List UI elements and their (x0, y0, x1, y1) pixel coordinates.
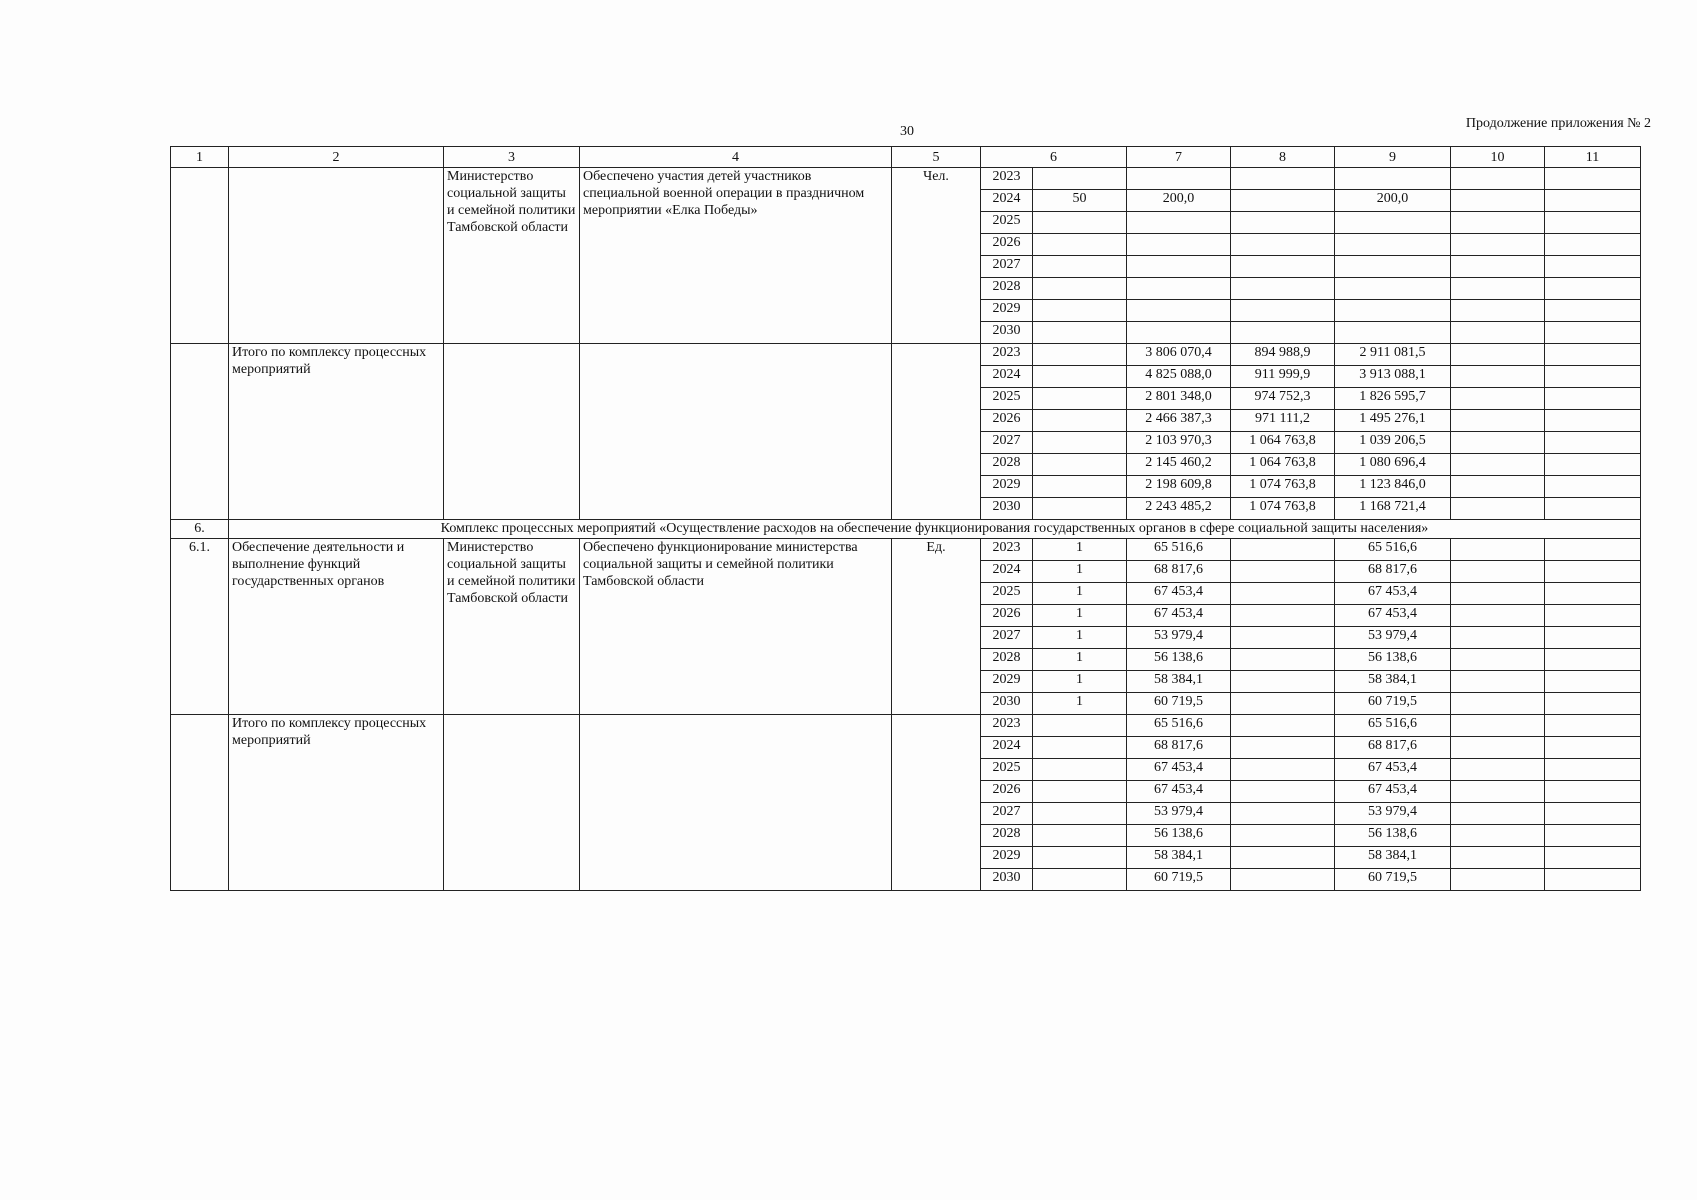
value-col-6 (1033, 234, 1127, 256)
responsible-org: Министерство социальной защиты и семейной политики Тамбовской области (444, 539, 580, 715)
result-description: Обеспечено функционирование министерства социальной защиты и семейной политики Тамбовской области (580, 539, 892, 715)
value-col-9: 3 913 088,1 (1335, 366, 1451, 388)
year-cell: 2024 (981, 737, 1033, 759)
year-cell: 2028 (981, 649, 1033, 671)
value-col-7: 68 817,6 (1127, 737, 1231, 759)
value-col-7: 60 719,5 (1127, 869, 1231, 891)
value-col-10 (1451, 256, 1545, 278)
year-cell: 2027 (981, 803, 1033, 825)
year-cell: 2025 (981, 583, 1033, 605)
row-number (171, 344, 229, 520)
value-col-7: 56 138,6 (1127, 825, 1231, 847)
value-col-6: 1 (1033, 671, 1127, 693)
year-cell: 2029 (981, 671, 1033, 693)
value-col-11 (1545, 168, 1641, 190)
year-cell: 2024 (981, 190, 1033, 212)
value-col-10 (1451, 715, 1545, 737)
value-col-10 (1451, 693, 1545, 715)
value-col-6 (1033, 410, 1127, 432)
value-col-10 (1451, 388, 1545, 410)
value-col-11 (1545, 234, 1641, 256)
value-col-8 (1231, 671, 1335, 693)
table-row (171, 715, 1641, 737)
value-col-10 (1451, 410, 1545, 432)
year-cell: 2026 (981, 605, 1033, 627)
year-cell: 2027 (981, 627, 1033, 649)
value-col-8: 1 064 763,8 (1231, 432, 1335, 454)
value-col-6 (1033, 300, 1127, 322)
year-cell: 2023 (981, 168, 1033, 190)
value-col-7: 2 801 348,0 (1127, 388, 1231, 410)
value-col-9: 65 516,6 (1335, 715, 1451, 737)
year-cell: 2030 (981, 322, 1033, 344)
header-col-4: 4 (580, 147, 892, 168)
value-col-8 (1231, 627, 1335, 649)
value-col-6: 1 (1033, 561, 1127, 583)
value-col-10 (1451, 190, 1545, 212)
value-col-7: 53 979,4 (1127, 627, 1231, 649)
value-col-8 (1231, 847, 1335, 869)
section-number: 6. (171, 520, 229, 539)
table-body-bottom (171, 539, 1641, 891)
value-col-7: 56 138,6 (1127, 649, 1231, 671)
value-col-7: 58 384,1 (1127, 671, 1231, 693)
value-col-10 (1451, 583, 1545, 605)
value-col-6 (1033, 168, 1127, 190)
value-col-10 (1451, 627, 1545, 649)
value-col-10 (1451, 737, 1545, 759)
value-col-10 (1451, 168, 1545, 190)
value-col-10 (1451, 498, 1545, 520)
value-col-8 (1231, 693, 1335, 715)
year-cell: 2030 (981, 693, 1033, 715)
value-col-6 (1033, 498, 1127, 520)
value-col-9: 60 719,5 (1335, 869, 1451, 891)
value-col-9 (1335, 278, 1451, 300)
value-col-8 (1231, 234, 1335, 256)
value-col-6 (1033, 847, 1127, 869)
value-col-11 (1545, 212, 1641, 234)
value-col-11 (1545, 190, 1641, 212)
value-col-6: 1 (1033, 649, 1127, 671)
responsible-org (444, 344, 580, 520)
value-col-9 (1335, 168, 1451, 190)
value-col-8 (1231, 190, 1335, 212)
value-col-7: 200,0 (1127, 190, 1231, 212)
year-cell: 2028 (981, 278, 1033, 300)
value-col-7: 2 145 460,2 (1127, 454, 1231, 476)
event-name: Итого по комплексу процессных мероприятий (229, 344, 444, 520)
value-col-9: 56 138,6 (1335, 649, 1451, 671)
year-cell: 2028 (981, 825, 1033, 847)
value-col-10 (1451, 476, 1545, 498)
value-col-10 (1451, 344, 1545, 366)
value-col-11 (1545, 344, 1641, 366)
value-col-7: 58 384,1 (1127, 847, 1231, 869)
value-col-8 (1231, 869, 1335, 891)
value-col-10 (1451, 366, 1545, 388)
value-col-11 (1545, 825, 1641, 847)
value-col-9 (1335, 322, 1451, 344)
value-col-7: 65 516,6 (1127, 715, 1231, 737)
value-col-10 (1451, 212, 1545, 234)
table-row (171, 344, 1641, 366)
event-name: Обеспечение деятельности и выполнение функций государственных органов (229, 539, 444, 715)
value-col-7: 2 243 485,2 (1127, 498, 1231, 520)
value-col-9: 53 979,4 (1335, 803, 1451, 825)
value-col-6 (1033, 344, 1127, 366)
value-col-9 (1335, 234, 1451, 256)
value-col-11 (1545, 583, 1641, 605)
value-col-6: 1 (1033, 583, 1127, 605)
value-col-8: 974 752,3 (1231, 388, 1335, 410)
value-col-11 (1545, 781, 1641, 803)
header-col-5: 5 (892, 147, 981, 168)
year-cell: 2029 (981, 847, 1033, 869)
value-col-8: 971 111,2 (1231, 410, 1335, 432)
value-col-11 (1545, 432, 1641, 454)
value-col-8 (1231, 300, 1335, 322)
value-col-11 (1545, 300, 1641, 322)
year-cell: 2026 (981, 410, 1033, 432)
section-row (171, 520, 1641, 539)
year-cell: 2027 (981, 256, 1033, 278)
value-col-7 (1127, 300, 1231, 322)
value-col-8 (1231, 803, 1335, 825)
value-col-11 (1545, 605, 1641, 627)
value-col-6 (1033, 278, 1127, 300)
row-number (171, 715, 229, 891)
value-col-6: 1 (1033, 693, 1127, 715)
value-col-6 (1033, 825, 1127, 847)
value-col-9: 67 453,4 (1335, 583, 1451, 605)
value-col-9: 68 817,6 (1335, 561, 1451, 583)
value-col-7: 67 453,4 (1127, 781, 1231, 803)
value-col-8: 1 074 763,8 (1231, 498, 1335, 520)
header-row (171, 147, 1641, 168)
value-col-11 (1545, 759, 1641, 781)
value-col-10 (1451, 649, 1545, 671)
value-col-11 (1545, 693, 1641, 715)
value-col-11 (1545, 847, 1641, 869)
unit: Ед. (892, 539, 981, 715)
value-col-8 (1231, 256, 1335, 278)
table-row (171, 168, 1641, 190)
value-col-10 (1451, 561, 1545, 583)
year-cell: 2023 (981, 715, 1033, 737)
value-col-7: 53 979,4 (1127, 803, 1231, 825)
value-col-11 (1545, 737, 1641, 759)
value-col-6 (1033, 869, 1127, 891)
value-col-7 (1127, 212, 1231, 234)
value-col-10 (1451, 759, 1545, 781)
value-col-8 (1231, 649, 1335, 671)
value-col-7 (1127, 168, 1231, 190)
page-number: 30 (900, 124, 914, 139)
value-col-11 (1545, 869, 1641, 891)
value-col-11 (1545, 561, 1641, 583)
table-body-top (171, 168, 1641, 520)
value-col-9: 200,0 (1335, 190, 1451, 212)
value-col-6: 1 (1033, 539, 1127, 561)
value-col-8: 894 988,9 (1231, 344, 1335, 366)
table-row (171, 539, 1641, 561)
value-col-10 (1451, 671, 1545, 693)
value-col-10 (1451, 803, 1545, 825)
year-cell: 2027 (981, 432, 1033, 454)
header-col-10: 10 (1451, 147, 1545, 168)
value-col-11 (1545, 278, 1641, 300)
value-col-9: 67 453,4 (1335, 781, 1451, 803)
year-cell: 2025 (981, 759, 1033, 781)
value-col-6 (1033, 803, 1127, 825)
result-description (580, 715, 892, 891)
value-col-9: 1 495 276,1 (1335, 410, 1451, 432)
value-col-10 (1451, 432, 1545, 454)
value-col-8 (1231, 168, 1335, 190)
year-cell: 2029 (981, 476, 1033, 498)
value-col-9: 56 138,6 (1335, 825, 1451, 847)
value-col-8: 1 064 763,8 (1231, 454, 1335, 476)
value-col-9: 1 080 696,4 (1335, 454, 1451, 476)
value-col-6 (1033, 759, 1127, 781)
value-col-11 (1545, 539, 1641, 561)
value-col-10 (1451, 847, 1545, 869)
value-col-10 (1451, 825, 1545, 847)
value-col-8 (1231, 759, 1335, 781)
header-col-1: 1 (171, 147, 229, 168)
value-col-6 (1033, 212, 1127, 234)
value-col-7 (1127, 256, 1231, 278)
value-col-11 (1545, 649, 1641, 671)
value-col-6 (1033, 781, 1127, 803)
value-col-6 (1033, 476, 1127, 498)
value-col-8 (1231, 539, 1335, 561)
event-name: Итого по комплексу процессных мероприятий (229, 715, 444, 891)
value-col-8 (1231, 737, 1335, 759)
year-cell: 2025 (981, 388, 1033, 410)
value-col-9: 53 979,4 (1335, 627, 1451, 649)
value-col-9: 60 719,5 (1335, 693, 1451, 715)
value-col-10 (1451, 605, 1545, 627)
header-col-2: 2 (229, 147, 444, 168)
value-col-7: 60 719,5 (1127, 693, 1231, 715)
value-col-9: 65 516,6 (1335, 539, 1451, 561)
value-col-9: 1 168 721,4 (1335, 498, 1451, 520)
value-col-10 (1451, 781, 1545, 803)
year-cell: 2028 (981, 454, 1033, 476)
value-col-6 (1033, 715, 1127, 737)
value-col-9 (1335, 256, 1451, 278)
value-col-11 (1545, 803, 1641, 825)
value-col-7: 2 466 387,3 (1127, 410, 1231, 432)
value-col-9: 68 817,6 (1335, 737, 1451, 759)
value-col-7: 67 453,4 (1127, 759, 1231, 781)
value-col-7: 65 516,6 (1127, 539, 1231, 561)
value-col-6 (1033, 256, 1127, 278)
value-col-8 (1231, 212, 1335, 234)
value-col-11 (1545, 410, 1641, 432)
value-col-7: 67 453,4 (1127, 583, 1231, 605)
value-col-11 (1545, 366, 1641, 388)
value-col-10 (1451, 322, 1545, 344)
value-col-9: 1 826 595,7 (1335, 388, 1451, 410)
year-cell: 2026 (981, 234, 1033, 256)
value-col-6 (1033, 366, 1127, 388)
year-cell: 2023 (981, 539, 1033, 561)
value-col-10 (1451, 300, 1545, 322)
value-col-7: 4 825 088,0 (1127, 366, 1231, 388)
year-cell: 2026 (981, 781, 1033, 803)
value-col-7: 2 103 970,3 (1127, 432, 1231, 454)
value-col-6 (1033, 388, 1127, 410)
value-col-8 (1231, 561, 1335, 583)
value-col-6 (1033, 432, 1127, 454)
result-description: Обеспечено участия детей участников специальной военной операции в праздничном мероприятии «Елка Победы» (580, 168, 892, 344)
value-col-9 (1335, 300, 1451, 322)
value-col-8: 911 999,9 (1231, 366, 1335, 388)
year-cell: 2024 (981, 561, 1033, 583)
value-col-9: 58 384,1 (1335, 847, 1451, 869)
value-col-10 (1451, 539, 1545, 561)
value-col-11 (1545, 256, 1641, 278)
section-row-group (171, 520, 1641, 539)
header-col-9: 9 (1335, 147, 1451, 168)
value-col-9 (1335, 212, 1451, 234)
value-col-7 (1127, 322, 1231, 344)
value-col-8 (1231, 781, 1335, 803)
value-col-8: 1 074 763,8 (1231, 476, 1335, 498)
value-col-10 (1451, 454, 1545, 476)
value-col-10 (1451, 278, 1545, 300)
value-col-7 (1127, 234, 1231, 256)
responsible-org (444, 715, 580, 891)
value-col-11 (1545, 498, 1641, 520)
value-col-10 (1451, 234, 1545, 256)
result-description (580, 344, 892, 520)
value-col-6 (1033, 737, 1127, 759)
value-col-6: 1 (1033, 627, 1127, 649)
program-table (170, 146, 1641, 891)
header-col-11: 11 (1545, 147, 1641, 168)
value-col-9: 67 453,4 (1335, 605, 1451, 627)
value-col-11 (1545, 454, 1641, 476)
year-cell: 2024 (981, 366, 1033, 388)
value-col-9: 67 453,4 (1335, 759, 1451, 781)
unit: Чел. (892, 168, 981, 344)
year-cell: 2030 (981, 498, 1033, 520)
value-col-9: 2 911 081,5 (1335, 344, 1451, 366)
value-col-8 (1231, 605, 1335, 627)
row-number: 6.1. (171, 539, 229, 715)
value-col-7: 68 817,6 (1127, 561, 1231, 583)
value-col-11 (1545, 322, 1641, 344)
section-title: Комплекс процессных мероприятий «Осуществление расходов на обеспечение функционирования государственных органов в сфере социальной защиты населения» (229, 520, 1641, 539)
value-col-9: 1 039 206,5 (1335, 432, 1451, 454)
row-number (171, 168, 229, 344)
header-col-8: 8 (1231, 147, 1335, 168)
value-col-8 (1231, 322, 1335, 344)
responsible-org: Министерство социальной защиты и семейной политики Тамбовской области (444, 168, 580, 344)
value-col-7: 3 806 070,4 (1127, 344, 1231, 366)
header-col-7: 7 (1127, 147, 1231, 168)
year-cell: 2023 (981, 344, 1033, 366)
value-col-11 (1545, 388, 1641, 410)
value-col-8 (1231, 278, 1335, 300)
value-col-6: 50 (1033, 190, 1127, 212)
value-col-9: 1 123 846,0 (1335, 476, 1451, 498)
value-col-8 (1231, 715, 1335, 737)
year-cell: 2029 (981, 300, 1033, 322)
value-col-6 (1033, 322, 1127, 344)
value-col-11 (1545, 476, 1641, 498)
value-col-10 (1451, 869, 1545, 891)
year-cell: 2030 (981, 869, 1033, 891)
event-name (229, 168, 444, 344)
continuation-note: Продолжение приложения № 2 (1465, 116, 1651, 131)
value-col-11 (1545, 715, 1641, 737)
value-col-6 (1033, 454, 1127, 476)
value-col-7: 67 453,4 (1127, 605, 1231, 627)
value-col-9: 58 384,1 (1335, 671, 1451, 693)
header-col-6: 6 (981, 147, 1127, 168)
value-col-8 (1231, 825, 1335, 847)
header-col-3: 3 (444, 147, 580, 168)
unit (892, 344, 981, 520)
year-cell: 2025 (981, 212, 1033, 234)
value-col-7: 2 198 609,8 (1127, 476, 1231, 498)
value-col-8 (1231, 583, 1335, 605)
value-col-6: 1 (1033, 605, 1127, 627)
value-col-7 (1127, 278, 1231, 300)
value-col-11 (1545, 671, 1641, 693)
value-col-11 (1545, 627, 1641, 649)
unit (892, 715, 981, 891)
